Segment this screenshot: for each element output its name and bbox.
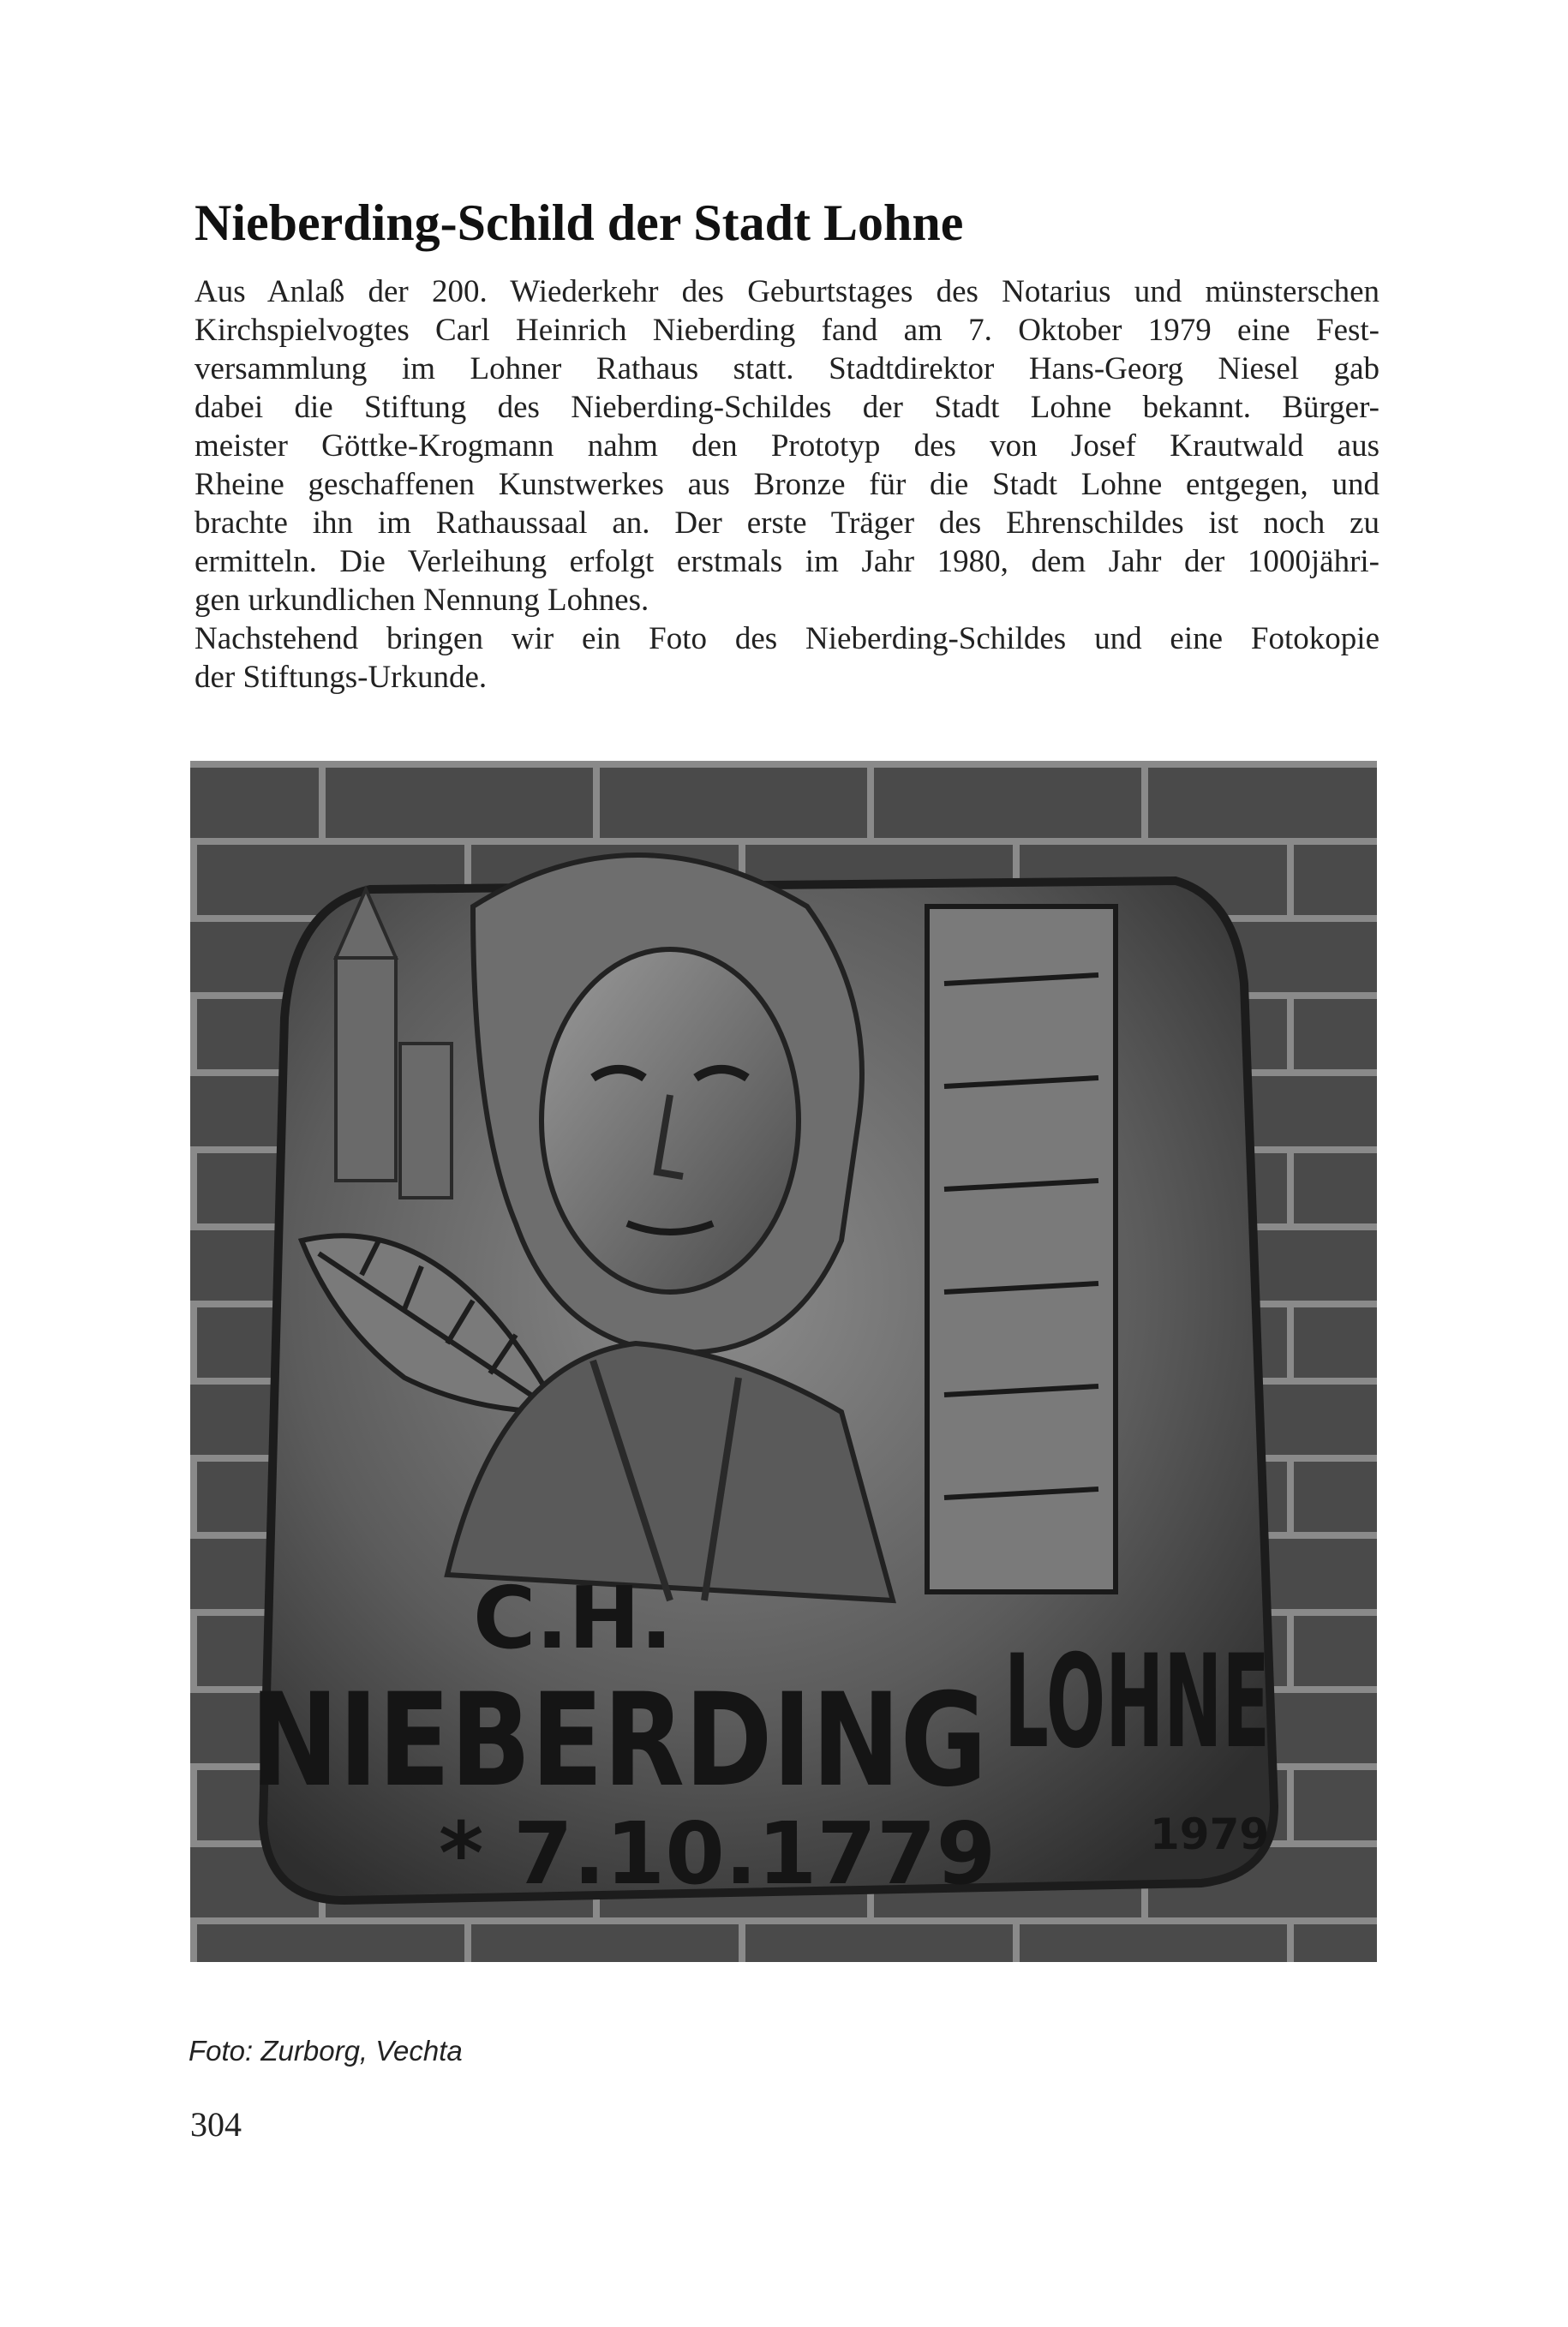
body-line: gen urkundlichen Nennung Lohnes. xyxy=(195,583,649,618)
body-line: Kirchspielvogtes Carl Heinrich Nieberding fand am 7. Oktober 1979 eine Fest- xyxy=(195,313,1379,348)
page-title: Nieberding-Schild der Stadt Lohne xyxy=(195,194,964,251)
plaque-initials: C.H. xyxy=(473,1568,673,1668)
plaque-photo xyxy=(190,761,1377,1962)
body-paragraph xyxy=(195,272,1379,697)
body-line: versammlung im Lohner Rathaus statt. Stadtdirektor Hans-Georg Niesel gab xyxy=(195,351,1379,386)
body-line: dabei die Stiftung des Nieberding-Schildes der Stadt Lohne bekannt. Bürger- xyxy=(195,390,1379,425)
body-line: Aus Anlaß der 200. Wiederkehr des Geburtstages des Notarius und münsterschen xyxy=(195,274,1379,309)
body-line: der Stiftungs-Urkunde. xyxy=(195,660,488,695)
body-line: meister Göttke-Krogmann nahm den Prototyp des von Josef Krautwald aus xyxy=(195,428,1379,464)
photo-caption: Foto: Zurborg, Vechta xyxy=(189,2035,463,2067)
plaque-date: * 7.10.1779 xyxy=(439,1804,996,1904)
vertical-relief-strip xyxy=(927,906,1116,1592)
body-line: Nachstehend bringen wir ein Foto des Nieberding-Schildes und eine Fotokopie xyxy=(195,621,1379,656)
plaque-name: NIEBERDING xyxy=(250,1666,987,1816)
page-number: 304 xyxy=(190,2105,242,2144)
body-line: ermitteln. Die Verleihung erfolgt erstmals im Jahr 1980, dem Jahr der 1000jähri- xyxy=(195,544,1379,579)
plaque-illustration xyxy=(190,761,1377,1962)
plaque-year: 1979 xyxy=(1150,1810,1270,1859)
plaque-town: LOHNE xyxy=(1004,1628,1270,1777)
body-line: brachte ihn im Rathaussaal an. Der erste Träger des Ehrenschildes ist noch zu xyxy=(195,505,1379,541)
body-line: Rheine geschaffenen Kunstwerkes aus Bronze für die Stadt Lohne entgegen, und xyxy=(195,467,1379,502)
